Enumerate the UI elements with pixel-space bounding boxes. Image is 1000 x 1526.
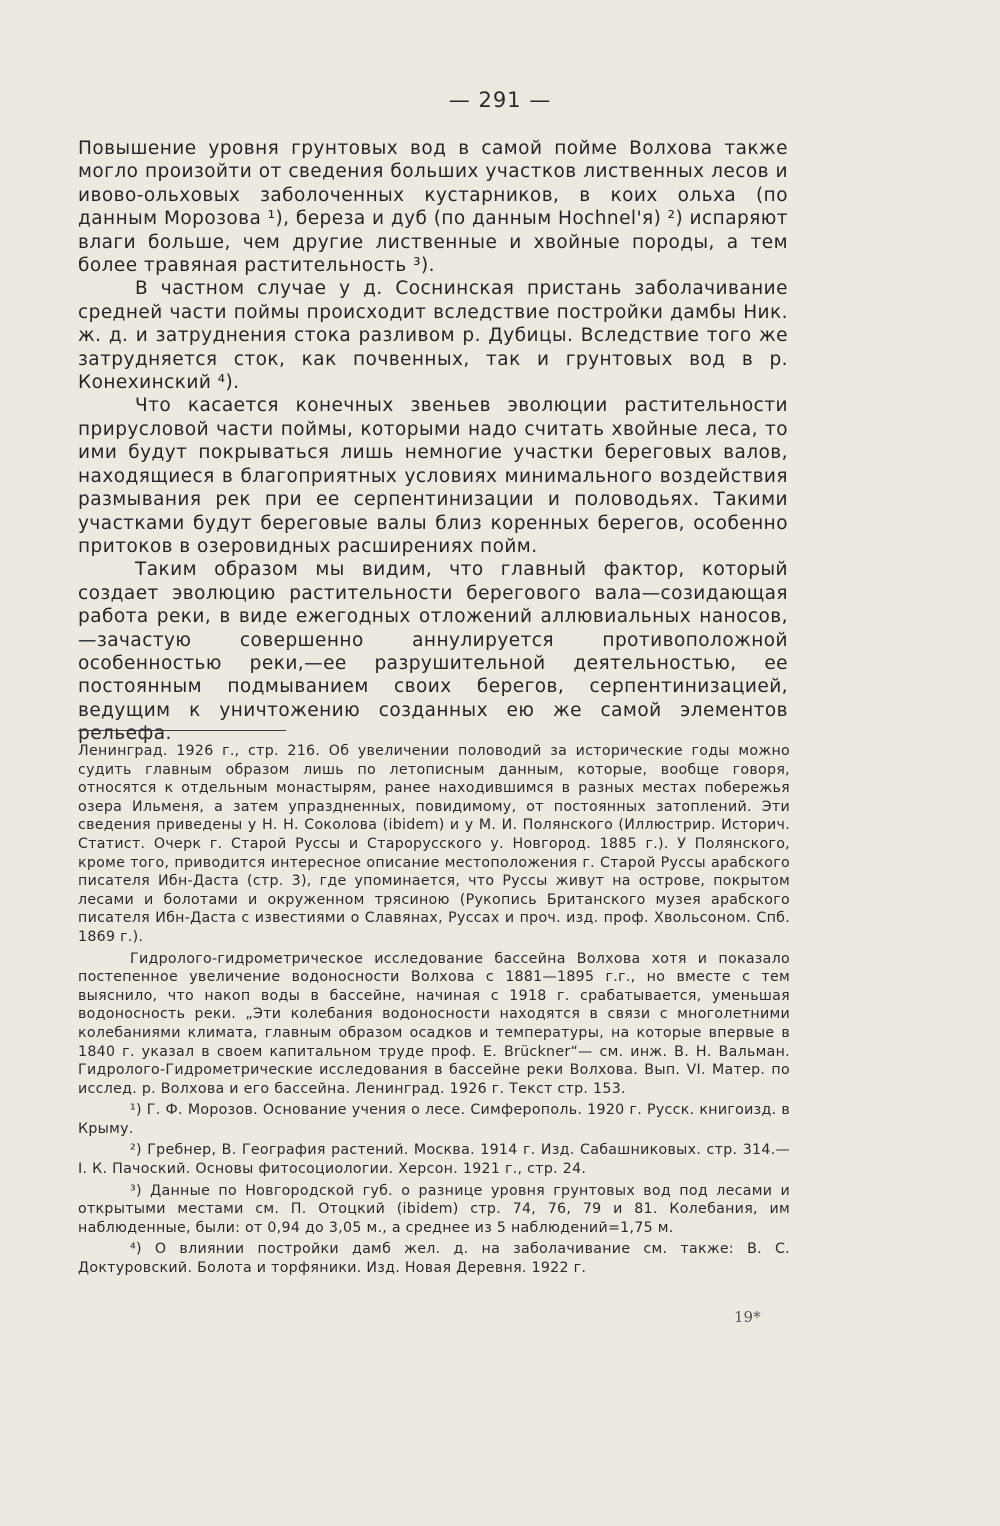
footnote-4: ⁴) О влиянии постройки дамб жел. д. на заболачивание см. также: В. С. Доктуровский. Болота и торфяники. Изд. Новая Деревня. 1922 г. [78,1241,790,1277]
footnote-3: ³) Данные по Новгородской губ. о разнице уровня грунтовых вод под лесами и открытыми местами см. П. Отоцкий (ibidem) стр. 74, 76, 79 и 81. Колебания, им наблюденные, были: от 0,94 до 3,05 м., а среднее из 5 наблюдений=1,75 м. [78,1182,790,1236]
paragraph-2: В частном случае у д. Соснинская пристань заболачивание средней части поймы происходит вследствие постройки дамбы Ник. ж. д. и затруднения стока разливом р. Дубицы. Вследствие того же затрудняется сток, как почвенных, так и грунтовых вод в р. Конехинский ⁴). [78,278,788,394]
printer-signature: 19* [734,1308,761,1326]
footnote-hydrology: Гидролого-гидрометрическое исследование бассейна Волхова хотя и показало постепенное увеличение водоносности Волхова с 1881—1895 г.г., но вместе с тем выяснило, что накоп воды в бассейне, начиная с 1918 г. срабатывается, уменьшая водоносность реки. „Эти колебания водоносности находятся в связи с многолетними колебаниями климата, главным образом осадков и температуры, на которые впервые в 1840 г. указал в своем капитальном труде проф. E. Brückner“— см. инж. В. Н. Вальман. Гидролого-Гидрометрические исследования в бассейне реки Волхова. Вып. VI. Матер. по исслед. р. Волхова и его бассейна. Ленинград. 1926 г. Текст стр. 153. [78,950,790,1097]
footnote-divider [78,730,286,731]
footnote-2: ²) Гребнер, В. География растений. Москва. 1914 г. Изд. Сабашниковых. стр. 314.—I. К. Пачоский. Основы фитосоциологии. Херсон. 1921 г., стр. 24. [78,1142,790,1178]
paragraph-3: Что касается конечных звеньев эволюции растительности прирусловой части поймы, которыми надо считать хвойные леса, то ими будут покрываться лишь немногие участки береговых валов, находящиеся в благоприятных условиях минимального воздействия размывания рек при ее серпентинизации и половодьях. Такими участками будут береговые валы близ коренных берегов, особенно притоков в озеровидных расширениях пойм. [78,395,788,557]
page-number: — 291 — [448,88,552,112]
main-text [78,137,788,746]
paragraph-4: Таким образом мы видим, что главный фактор, который создает эволюцию растительности берегового вала—созидающая работа реки, в виде ежегодных отложений аллювиальных наносов,—зачастую совершенно аннулируется противоположной особенностью реки,—ее разрушительной деятельностью, ее постоянным подмыванием своих берегов, серпентинизацией, ведущим к уничтожению созданных ею же самой элементов рельефа. [78,559,788,745]
paragraph-1: Повышение уровня грунтовых вод в самой пойме Волхова также могло произойти от сведения больших участков лиственных лесов и ивово-ольховых заболоченных кустарников, в коих ольха (по данным Морозова ¹), береза и дуб (по данным Hochnel'я) ²) испаряют влаги больше, чем другие лиственные и хвойные породы, а тем более травяная растительность ³). [78,138,788,277]
footnote-1: ¹) Г. Ф. Морозов. Основание учения о лесе. Симферополь. 1920 г. Русск. книгоизд. в Крыму. [78,1102,790,1137]
footnotes [78,742,790,1281]
footnote-continuation: Ленинград. 1926 г., стр. 216. Об увеличении половодий за исторические годы можно судить главным образом лишь по летописным данным, которые, вообще говоря, относятся к отдельным монастырям, ранее находившимся в разных местах побережья озера Ильменя, а затем упраздненных, повидимому, от постоянных затоплений. Эти сведения приведены у Н. Н. Соколова (ibidem) и у М. И. Полянского (Иллюстрир. Историч. Статист. Очерк г. Старой Руссы и Старорусского у. Новгород. 1885 г.). У Полянского, кроме того, приводится интересное описание местоположения г. Старой Руссы арабского писателя Ибн-Даста (стр. 3), где упоминается, что Руссы живут на острове, покрытом лесами и болотами и окруженном трясиною (Рукопись Британского музея арабского писателя Ибн-Даста с известиями о Славянах, Руссах и проч. изд. проф. Хвольсоном. Спб. 1869 г.). [78,743,790,945]
